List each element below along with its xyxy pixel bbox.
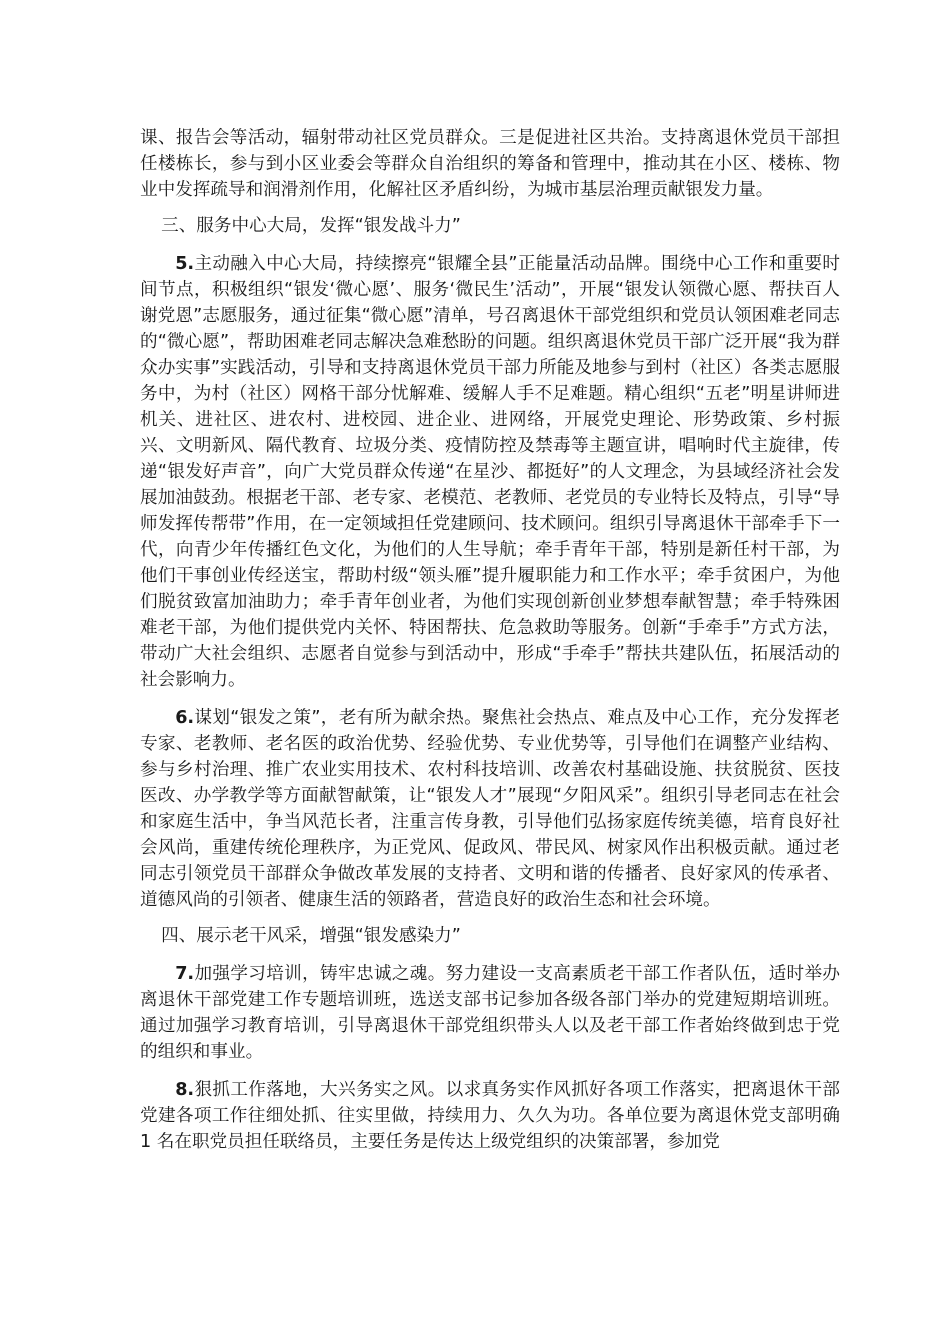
paragraph-6-text: 谋划“银发之策”，老有所为献余热。聚焦社会热点、难点及中心工作，充分发挥老专家、老教师、老名医的政治优势、经验优势、专业优势等，引导他们在调整产业结构、参与乡村治理、推广农业实用技术、农村科技培训、改善农村基础设施、扶贫脱贫、医技医改、办学教学等方面献智献策，让“银发人才”展现“夕阳风采”。组织引导老同志在社会和家庭生活中，争当风范长者，注重言传身教，引导他们弘扬家庭传统美德，培育良好社会风尚，重建传统伦理秩序，为正党风、促政风、带民风、树家风作出积极贡献。通过老同志引领党员干部群众争做改革发展的支持者、文明和谐的传播者、良好家风的传承者、道德风尚的引领者、健康生活的领路者，营造良好的政治生态和社会环境。 [140, 708, 840, 910]
item-number-6: 6. [175, 708, 195, 728]
paragraph-7-text: 加强学习培训，铸牢忠诚之魂。努力建设一支高素质老干部工作者队伍，适时举办离退休干部党建工作专题培训班，选送支部书记参加各级各部门举办的党建短期培训班。通过加强学习教育培训，引导离退休干部党组织带头人以及老干部工作者始终做到忠于党的组织和事业。 [140, 964, 840, 1062]
item-number-7: 7. [175, 964, 195, 984]
paragraph-8-text: 狠抓工作落地，大兴务实之风。以求真务实作风抓好各项工作落实，把离退休干部党建各项工作往细处抓、往实里做，持续用力、久久为功。各单位要为离退休党支部明确 1 名在职党员担任联络员，主要任务是传达上级党组织的决策部署，参加党 [140, 1080, 840, 1152]
paragraph-7 [140, 961, 840, 1065]
document-page [140, 125, 840, 1155]
section-heading-4: 四、展示老干风采，增强“银发感染力” [161, 926, 461, 946]
paragraph-5-text: 主动融入中心大局，持续擦亮“银耀全县”正能量活动品牌。围绕中心工作和重要时间节点，积极组织“银发‘微心愿’、服务‘微民生’活动”，开展“银发认领微心愿、帮扶百人谢党恩”志愿服务，通过征集“微心愿”清单，号召离退休干部党组织和党员认领困难老同志的“微心愿”，帮助困难老同志解决急难愁盼的问题。组织离退休党员干部广泛开展“我为群众办实事”实践活动，引导和支持离退休党员干部力所能及地参与到村（社区）各类志愿服务中，为村（社区）网格干部分忧解难、缓解人手不足难题。精心组织“五老”明星讲师进机关、进社区、进农村、进校园、进企业、进网络，开展党史理论、形势政策、乡村振兴、文明新风、隔代教育、垃圾分类、疫情防控及禁毒等主题宣讲，唱响时代主旋律，传递“银发好声音”，向广大党员群众传递“在星沙、都挺好”的人文理念，为县域经济社会发展加油鼓劲。根据老干部、老专家、老模范、老教师、老党员的专业特长及特点，引导“导师发挥传帮带”作用，在一定领域担任党建顾问、技术顾问。组织引导离退休干部牵手下一代，向青少年传播红色文化，为他们的人生导航；牵手青年干部，特别是新任村干部，为他们干事创业传经送宝，帮助村级“领头雁”提升履职能力和工作水平；牵手贫困户，为他们脱贫致富加油助力；牵手青年创业者，为他们实现创新创业梦想奉献智慧；牵手特殊困难老干部，为他们提供党内关怀、特困帮扶、危急救助等服务。创新“手牵手”方式方法，带动广大社会组织、志愿者自觉参与到活动中，形成“手牵手”帮扶共建队伍，拓展活动的社会影响力。 [140, 254, 840, 690]
paragraph-8 [140, 1077, 840, 1155]
item-number-5: 5. [175, 254, 195, 274]
paragraph-5 [140, 251, 840, 693]
item-number-8: 8. [175, 1080, 195, 1100]
section-heading-3: 三、服务中心大局，发挥“银发战斗力” [161, 216, 461, 236]
paragraph-continued: 课、报告会等活动，辐射带动社区党员群众。三是促进社区共治。支持离退休党员干部担任楼栋长，参与到小区业委会等群众自治组织的筹备和管理中，推动其在小区、楼栋、物业中发挥疏导和润滑剂作用，化解社区矛盾纠纷，为城市基层治理贡献银发力量。 [140, 128, 840, 200]
paragraph-6 [140, 705, 840, 913]
